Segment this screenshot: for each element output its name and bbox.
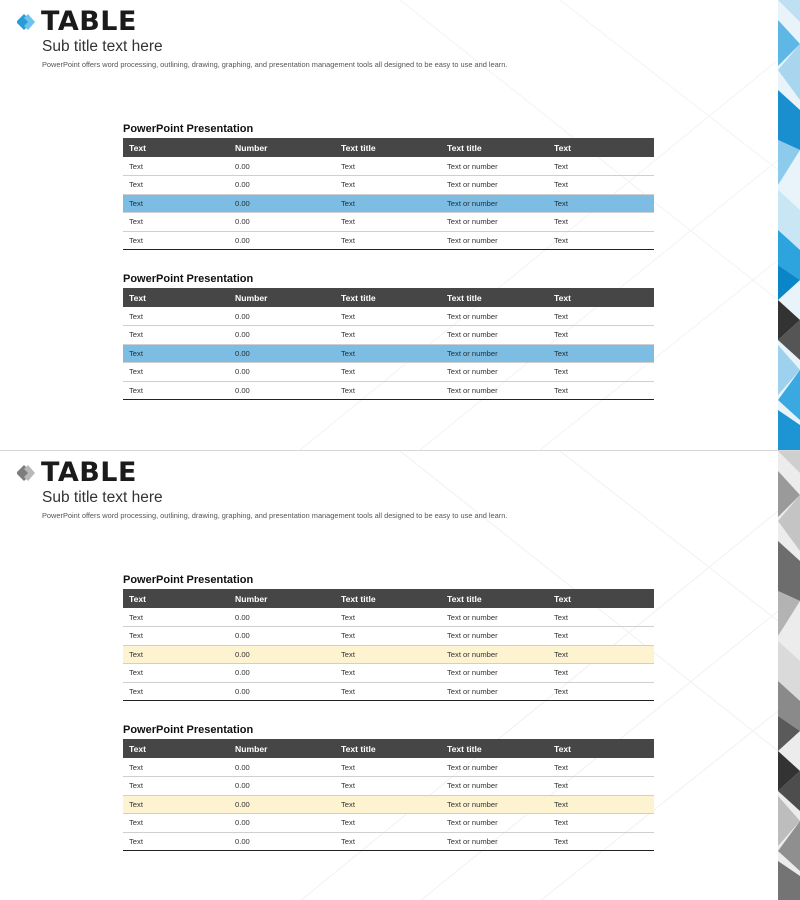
- column-header: Number: [229, 138, 335, 157]
- table-header-row: [123, 739, 654, 758]
- table-cell: Text: [123, 381, 229, 400]
- table-header-row: [123, 288, 654, 307]
- table-cell: Text or number: [441, 194, 548, 213]
- table-row: [123, 758, 654, 777]
- data-table: [123, 739, 654, 851]
- slide-description: PowerPoint offers word processing, outlining, drawing, graphing, and presentation management tools all designed to be easy to use and learn.: [42, 511, 508, 520]
- table-cell: Text or number: [441, 682, 548, 701]
- table-cell: Text: [123, 157, 229, 176]
- table-cell: Text: [335, 777, 441, 796]
- column-header: Text: [123, 739, 229, 758]
- table-cell: Text: [548, 777, 654, 796]
- column-header: Text title: [335, 138, 441, 157]
- table-cell: Text: [548, 795, 654, 814]
- table-cell: Text: [548, 832, 654, 851]
- table-cell: Text: [123, 608, 229, 627]
- table-cell: Text: [335, 645, 441, 664]
- table-cell: 0.00: [229, 832, 335, 851]
- table-row-highlighted: [123, 645, 654, 664]
- table-row: [123, 814, 654, 833]
- diamond-logo-icon: [17, 13, 35, 31]
- table-cell: Text: [548, 326, 654, 345]
- table-cell: Text or number: [441, 157, 548, 176]
- table-cell: Text or number: [441, 176, 548, 195]
- table-row: [123, 608, 654, 627]
- table-block-1: [123, 572, 654, 701]
- table-cell: Text: [123, 758, 229, 777]
- table-cell: Text: [335, 758, 441, 777]
- table-cell: Text or number: [441, 814, 548, 833]
- table-cell: Text: [335, 231, 441, 250]
- table-cell: 0.00: [229, 645, 335, 664]
- table-row-highlighted: [123, 795, 654, 814]
- table-cell: Text: [548, 157, 654, 176]
- table-cell: Text: [548, 645, 654, 664]
- slide-subtitle: Sub title text here: [42, 38, 163, 55]
- table-cell: Text: [335, 326, 441, 345]
- table-cell: Text or number: [441, 307, 548, 326]
- table-row: [123, 307, 654, 326]
- table-cell: 0.00: [229, 814, 335, 833]
- table-cell: Text: [123, 682, 229, 701]
- column-header: Number: [229, 739, 335, 758]
- table-cell: Text or number: [441, 363, 548, 382]
- table-row: [123, 363, 654, 382]
- column-header: Text title: [335, 589, 441, 608]
- decorative-side-strip: [778, 451, 800, 900]
- table-cell: 0.00: [229, 777, 335, 796]
- data-table: [123, 589, 654, 701]
- table-cell: Text: [123, 307, 229, 326]
- table-row: [123, 664, 654, 683]
- table-cell: 0.00: [229, 758, 335, 777]
- table-cell: Text: [335, 664, 441, 683]
- data-table: [123, 288, 654, 400]
- table-cell: Text or number: [441, 381, 548, 400]
- table-cell: Text or number: [441, 627, 548, 646]
- slide-title: TABLE: [41, 457, 137, 488]
- table-cell: Text or number: [441, 832, 548, 851]
- table-cell: Text: [335, 795, 441, 814]
- decorative-side-strip: [778, 0, 800, 450]
- table-cell: Text: [123, 213, 229, 232]
- slide-title: TABLE: [41, 6, 137, 37]
- column-header: Text title: [441, 739, 548, 758]
- table-cell: 0.00: [229, 363, 335, 382]
- table-cell: 0.00: [229, 795, 335, 814]
- table-cell: Text: [123, 344, 229, 363]
- table-cell: Text: [335, 157, 441, 176]
- table-block-2: [123, 722, 654, 851]
- table-cell: Text: [548, 231, 654, 250]
- table-cell: Text: [335, 307, 441, 326]
- table-row: [123, 176, 654, 195]
- table-cell: Text: [548, 344, 654, 363]
- table-cell: Text: [335, 381, 441, 400]
- table-cell: Text: [335, 344, 441, 363]
- table-row: [123, 231, 654, 250]
- table-cell: Text: [335, 363, 441, 382]
- table-cell: 0.00: [229, 307, 335, 326]
- table-cell: Text: [123, 176, 229, 195]
- table-row: [123, 157, 654, 176]
- table-cell: Text or number: [441, 777, 548, 796]
- table-cell: Text: [548, 176, 654, 195]
- slide-description: PowerPoint offers word processing, outlining, drawing, graphing, and presentation management tools all designed to be easy to use and learn.: [42, 60, 508, 69]
- table-cell: 0.00: [229, 194, 335, 213]
- column-header: Number: [229, 288, 335, 307]
- column-header: Text title: [335, 739, 441, 758]
- table-cell: Text: [335, 814, 441, 833]
- table-row: [123, 777, 654, 796]
- table-cell: Text or number: [441, 608, 548, 627]
- slide-subtitle: Sub title text here: [42, 489, 163, 506]
- table-header-row: [123, 589, 654, 608]
- table-row-highlighted: [123, 194, 654, 213]
- column-header: Text: [548, 138, 654, 157]
- table-cell: Text: [548, 814, 654, 833]
- column-header: Text title: [335, 288, 441, 307]
- table-cell: Text: [123, 194, 229, 213]
- table-cell: 0.00: [229, 157, 335, 176]
- table-cell: Text: [548, 664, 654, 683]
- table-cell: Text: [123, 795, 229, 814]
- table-cell: 0.00: [229, 326, 335, 345]
- table-heading: PowerPoint Presentation: [123, 574, 254, 586]
- table-row: [123, 213, 654, 232]
- diamond-logo-icon: [17, 464, 35, 482]
- table-cell: Text: [123, 777, 229, 796]
- table-block-1: [123, 121, 654, 250]
- table-cell: Text: [123, 231, 229, 250]
- column-header: Text title: [441, 589, 548, 608]
- table-cell: Text: [335, 832, 441, 851]
- table-row: [123, 832, 654, 851]
- table-cell: Text: [123, 832, 229, 851]
- table-cell: Text: [548, 381, 654, 400]
- column-header: Text title: [441, 138, 548, 157]
- table-cell: Text: [335, 176, 441, 195]
- column-header: Text: [123, 138, 229, 157]
- table-cell: Text or number: [441, 795, 548, 814]
- column-header: Text: [548, 288, 654, 307]
- table-cell: Text: [548, 363, 654, 382]
- table-cell: Text: [548, 194, 654, 213]
- table-block-2: [123, 271, 654, 400]
- table-cell: Text: [123, 664, 229, 683]
- table-row: [123, 326, 654, 345]
- table-header-row: [123, 138, 654, 157]
- table-cell: 0.00: [229, 176, 335, 195]
- table-cell: Text: [335, 682, 441, 701]
- table-cell: 0.00: [229, 664, 335, 683]
- table-cell: Text or number: [441, 758, 548, 777]
- table-row: [123, 381, 654, 400]
- table-heading: PowerPoint Presentation: [123, 123, 254, 135]
- table-cell: Text: [123, 627, 229, 646]
- table-cell: 0.00: [229, 381, 335, 400]
- table-row: [123, 627, 654, 646]
- table-cell: 0.00: [229, 682, 335, 701]
- table-cell: Text or number: [441, 645, 548, 664]
- table-cell: Text: [123, 645, 229, 664]
- table-cell: Text: [548, 307, 654, 326]
- table-cell: Text or number: [441, 231, 548, 250]
- column-header: Text title: [441, 288, 548, 307]
- table-cell: Text or number: [441, 326, 548, 345]
- table-cell: Text: [548, 758, 654, 777]
- table-cell: Text: [335, 213, 441, 232]
- table-row-highlighted: [123, 344, 654, 363]
- table-cell: Text or number: [441, 664, 548, 683]
- table-cell: 0.00: [229, 608, 335, 627]
- table-heading: PowerPoint Presentation: [123, 273, 254, 285]
- table-cell: Text or number: [441, 344, 548, 363]
- table-cell: Text: [548, 682, 654, 701]
- table-cell: Text: [335, 627, 441, 646]
- table-cell: Text: [123, 326, 229, 345]
- column-header: Text: [123, 288, 229, 307]
- data-table: [123, 138, 654, 250]
- table-cell: 0.00: [229, 213, 335, 232]
- table-heading: PowerPoint Presentation: [123, 724, 254, 736]
- slide-grey: [0, 450, 800, 900]
- table-cell: Text: [548, 608, 654, 627]
- table-cell: 0.00: [229, 344, 335, 363]
- table-cell: Text: [335, 194, 441, 213]
- table-cell: Text: [548, 627, 654, 646]
- table-cell: Text: [548, 213, 654, 232]
- table-cell: Text: [335, 608, 441, 627]
- table-cell: Text: [123, 363, 229, 382]
- column-header: Text: [548, 589, 654, 608]
- table-cell: 0.00: [229, 231, 335, 250]
- column-header: Number: [229, 589, 335, 608]
- table-cell: Text or number: [441, 213, 548, 232]
- table-cell: 0.00: [229, 627, 335, 646]
- table-cell: Text: [123, 814, 229, 833]
- column-header: Text: [548, 739, 654, 758]
- table-row: [123, 682, 654, 701]
- column-header: Text: [123, 589, 229, 608]
